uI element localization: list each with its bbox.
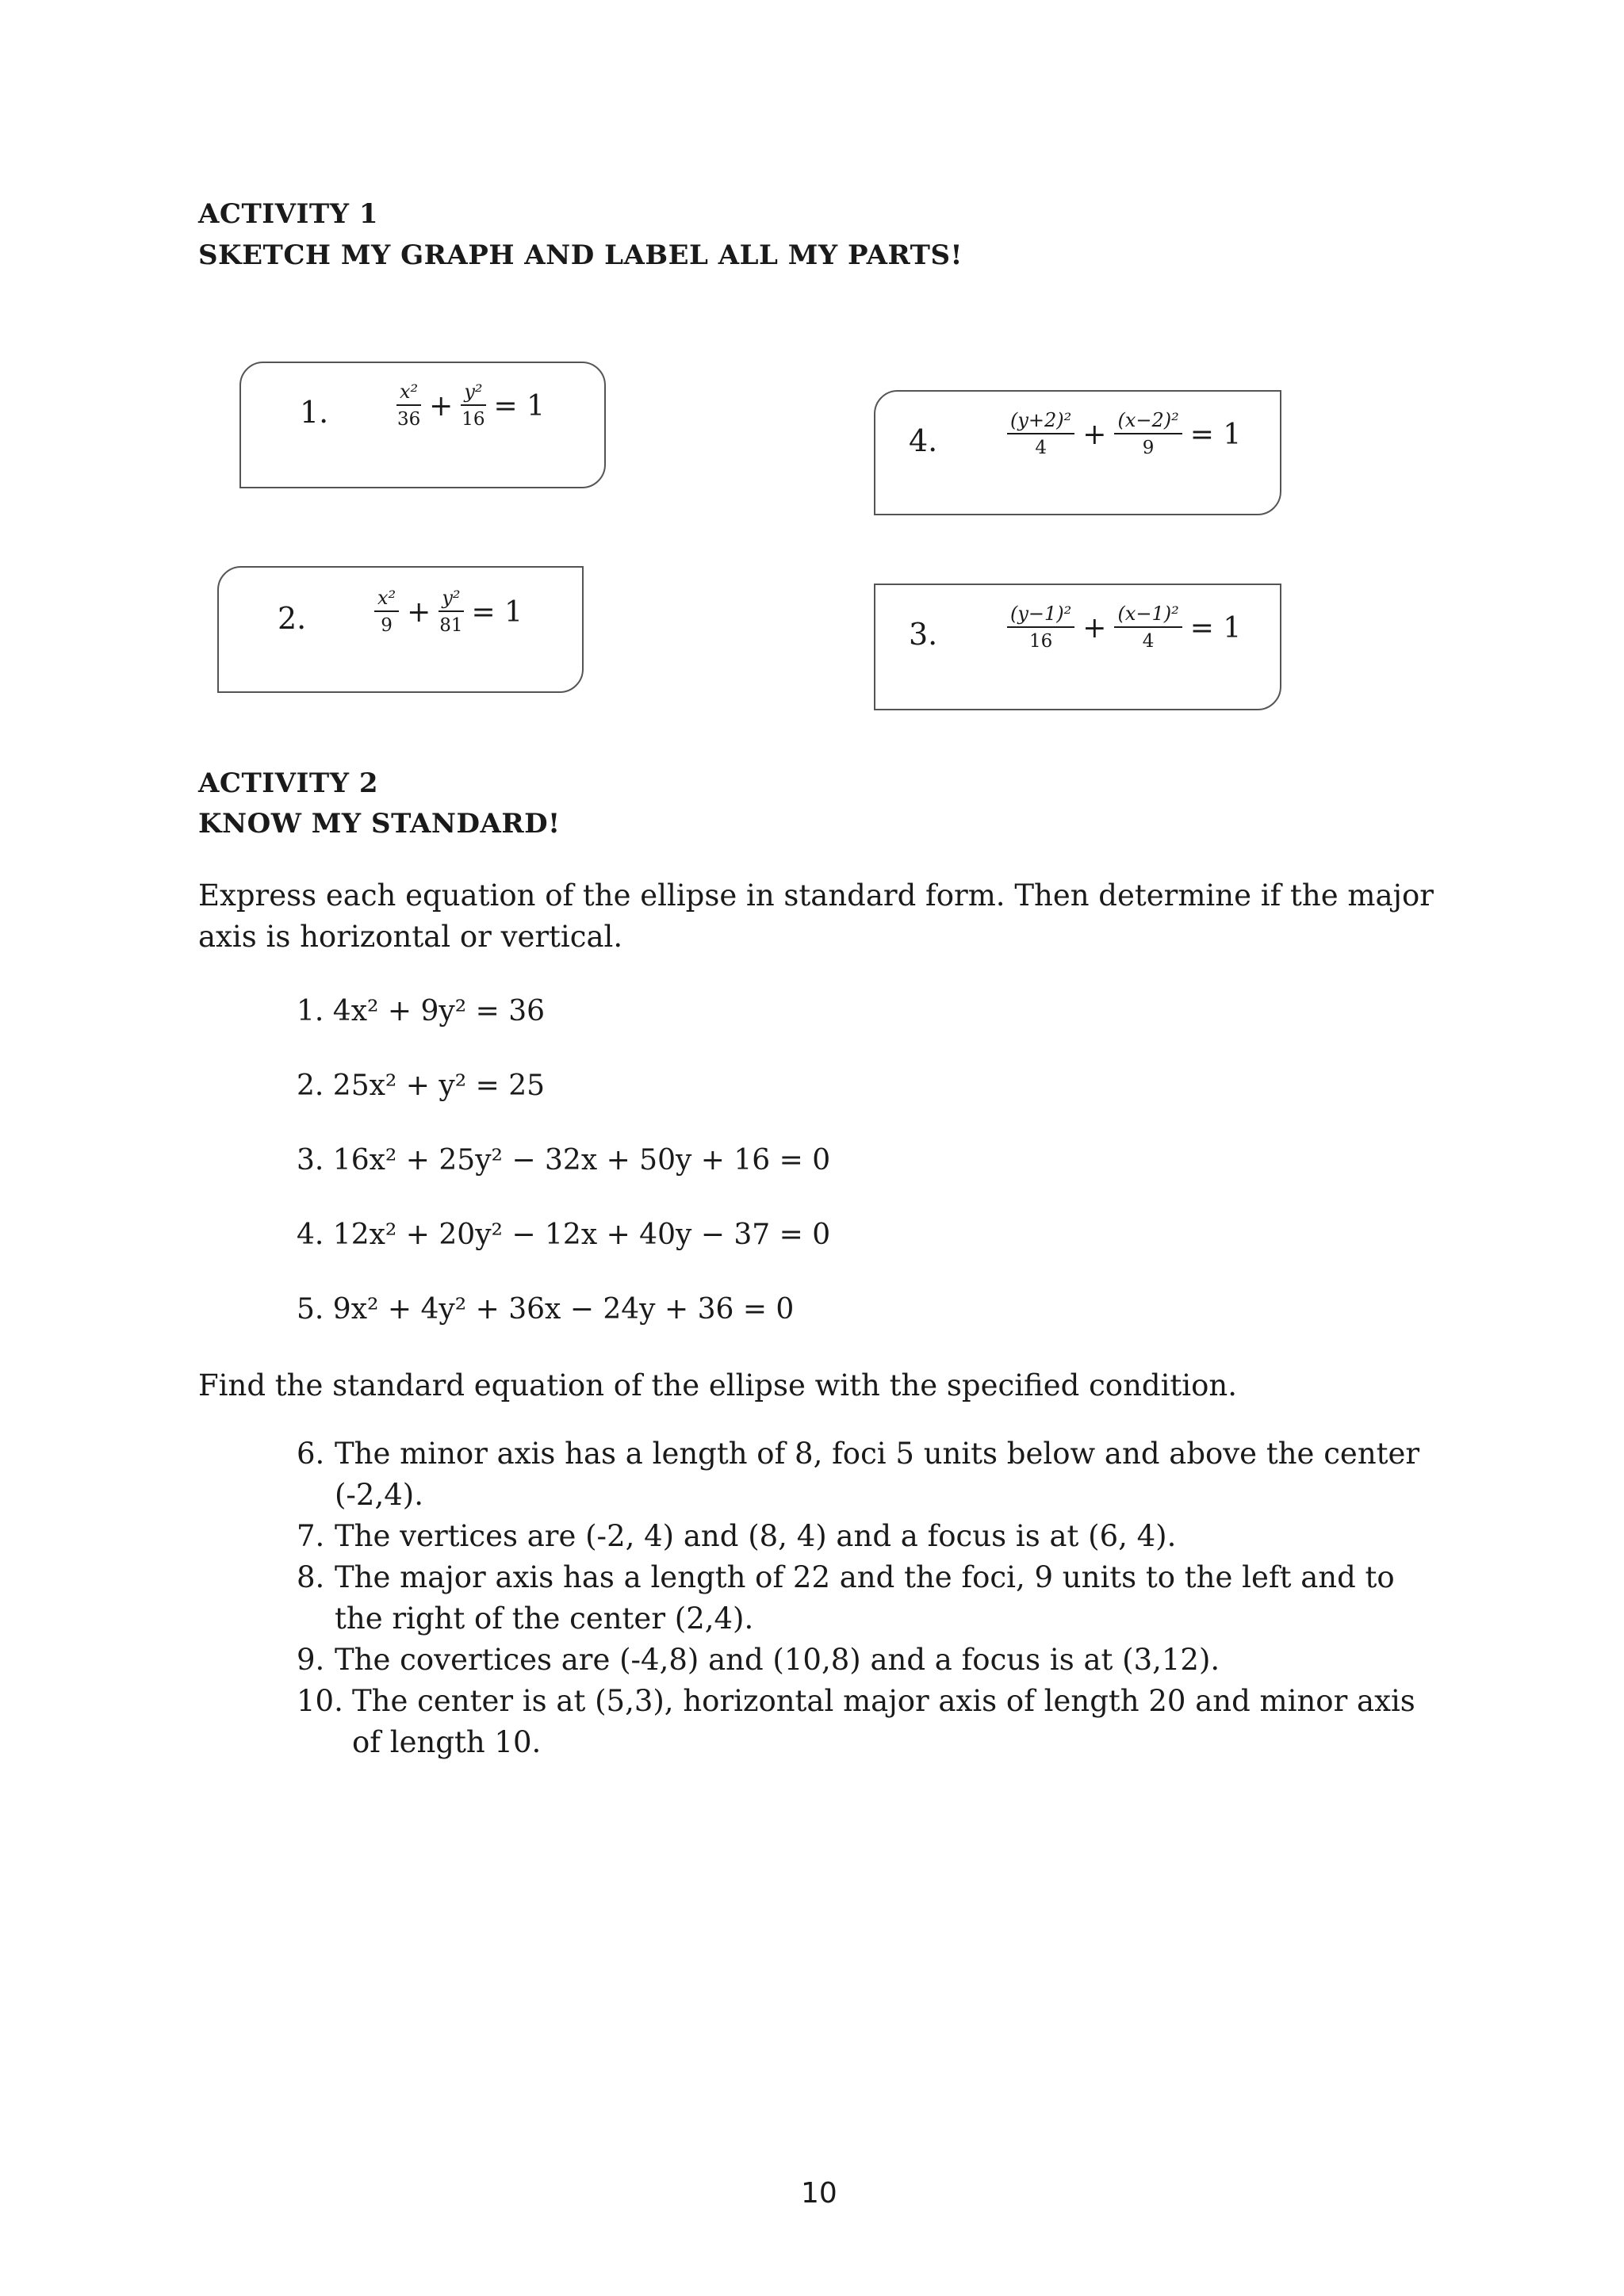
fraction: $\frac{\text{x²}}{36}$: [396, 381, 421, 430]
equation-item-2: 2. 25x² + y² = 25: [297, 1070, 546, 1102]
equation: $\frac{\text{(y−1)²}}{16}$ + $\frac{\text{(x−1)²}}{4}$ = 1: [1002, 603, 1244, 653]
instruction-standard-form: Express each equation of the ellipse in standard form. Then determine if the major axis is horizontal or vertical.: [198, 878, 1434, 954]
equation-box-1: [239, 362, 606, 488]
equation-number: 1.: [300, 395, 329, 430]
fraction: $\frac{\text{(x−1)²}}{4}$: [1114, 603, 1182, 653]
equation-number: 4.: [909, 423, 938, 458]
fraction: $\frac{\text{(x−2)²}}{9}$: [1114, 409, 1182, 460]
equation: $\frac{\text{x²}}{36}$ + $\frac{\text{y²}}{16}$ = 1: [396, 381, 546, 430]
equation-item-5: 5. 9x² + 4y² + 36x − 24y + 36 = 0: [297, 1293, 795, 1326]
equation-box-2: [217, 566, 584, 693]
equation-box-3: [874, 584, 1281, 710]
activity2-heading: ACTIVITY 2: [198, 767, 378, 799]
activity2-subheading: KNOW MY STANDARD!: [198, 808, 561, 840]
conditions-list: [297, 1433, 1431, 1763]
equation-item-4: 4. 12x² + 20y² − 12x + 40y − 37 = 0: [297, 1219, 831, 1251]
list-item: 8. The major axis has a length of 22 and the foci, 9 units to the left and to the right of the center (2,4).: [297, 1560, 1395, 1636]
list-item: 10. The center is at (5,3), horizontal major axis of length 20 and minor axis of length 10.: [297, 1684, 1415, 1759]
equation-box-4: [874, 390, 1281, 515]
list-item: 9. The covertices are (-4,8) and (10,8) and a focus is at (3,12).: [297, 1643, 1220, 1677]
equation: $\frac{\text{(y+2)²}}{4}$ + $\frac{\text{(x−2)²}}{9}$ = 1: [1002, 409, 1244, 460]
fraction: $\frac{\text{y²}}{16}$: [462, 381, 485, 430]
page-number: 10: [801, 2177, 837, 2210]
activity1-subheading: SKETCH MY GRAPH AND LABEL ALL MY PARTS!: [198, 239, 963, 271]
fraction: $\frac{\text{x²}}{9}$: [374, 587, 399, 637]
equation-item-1: 1. 4x² + 9y² = 36: [297, 995, 546, 1027]
equation-item-3: 3. 16x² + 25y² − 32x + 50y + 16 = 0: [297, 1144, 831, 1177]
instruction-conditions: Find the standard equation of the ellipse with the specified condition.: [198, 1368, 1237, 1402]
list-item: 7. The vertices are (-2, 4) and (8, 4) and a focus is at (6, 4).: [297, 1519, 1177, 1553]
equation-number: 3.: [909, 617, 938, 652]
fraction: $\frac{\text{(y−1)²}}{16}$: [1007, 603, 1074, 653]
activity1-heading: ACTIVITY 1: [198, 198, 378, 230]
equation-number: 2.: [278, 601, 307, 636]
fraction: $\frac{\text{(y+2)²}}{4}$: [1007, 409, 1074, 460]
list-item: 6. The minor axis has a length of 8, foci 5 units below and above the center (-2,4).: [297, 1437, 1420, 1512]
equation: $\frac{\text{x²}}{9}$ + $\frac{\text{y²}}{81}$ = 1: [370, 587, 526, 637]
fraction: $\frac{\text{y²}}{81}$: [439, 587, 463, 636]
